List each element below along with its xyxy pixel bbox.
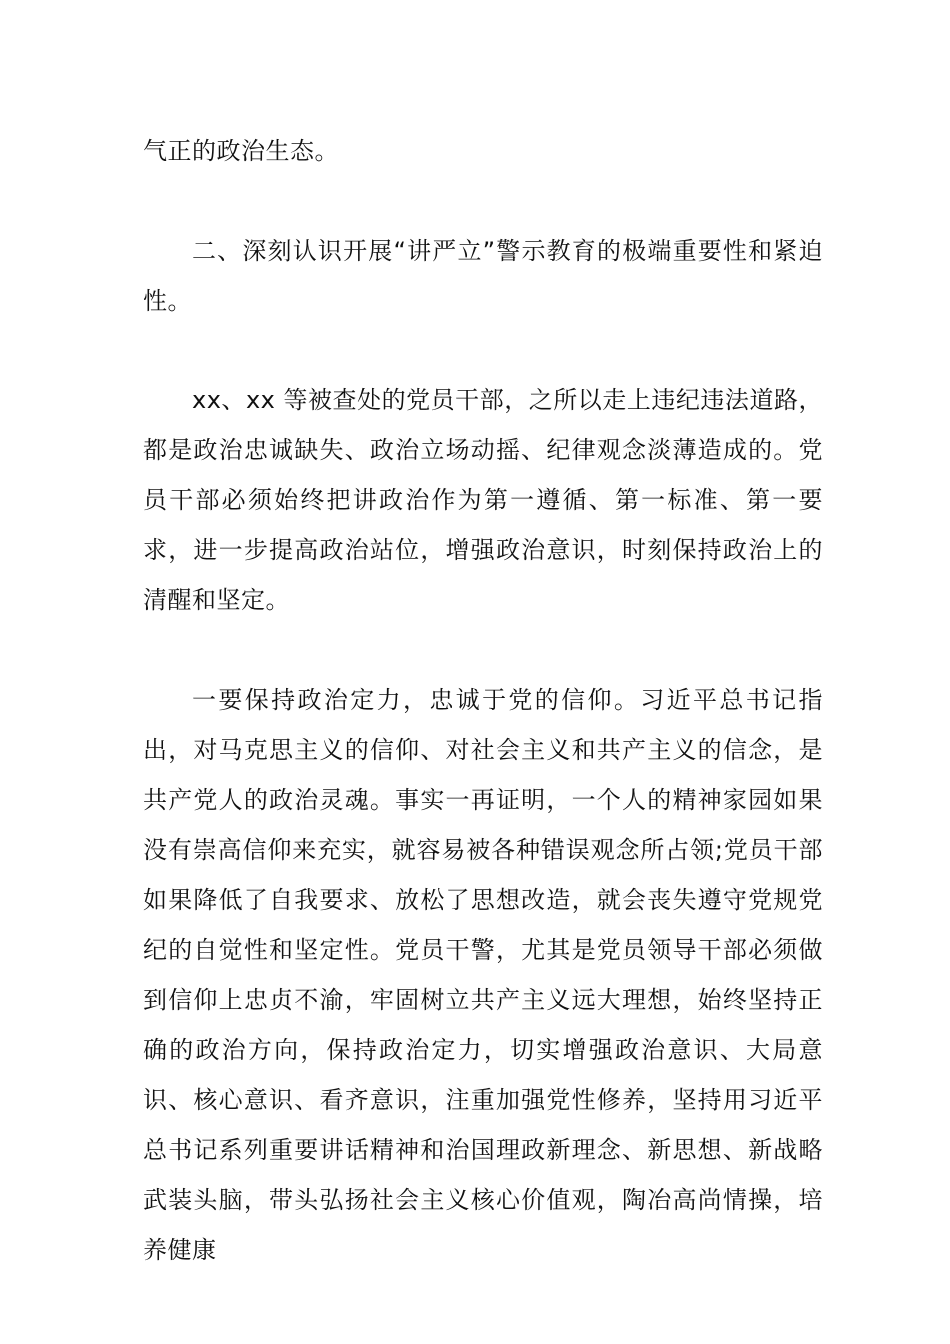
section-heading: 二、深刻认识开展“讲严立”警示教育的极端重要性和紧迫性。 [143,237,823,315]
paragraph-continuation: 气正的政治生态。 [143,137,339,165]
paragraph: 一要保持政治定力，忠诚于党的信仰。习近平总书记指出，对马克思主义的信仰、对社会主义和共产主义的信念，是共产党人的政治灵魂。事实一再证明，一个人的精神家园如果没有崇高信仰来充实，就容易被各种错误观念所占领;党员干部如果降低了自我要求、放松了思想改造，就会丧失遵守党规党纪的自觉性和坚定性。党员干警，尤其是党员领导干部必须做到信仰上忠贞不渝，牢固树立共产主义远大理想，始终坚持正确的政治方向，保持政治定力，切实增强政治意识、大局意识、核心意识、看齐意识，注重加强党性修养，坚持用习近平总书记系列重要讲话精神和治国理政新理念、新思想、新战略武装头脑，带头弘扬社会主义核心价值观，陶冶高尚情操，培养健康 [143,686,823,1264]
paragraph: xx、xx 等被查处的党员干部，之所以走上违纪违法道路，都是政治忠诚缺失、政治立场动摇、纪律观念淡薄造成的。党员干部必须始终把讲政治作为第一遵循、第一标准、第一要求，进一步提高政治站位，增强政治意识，时刻保持政治上的清醒和坚定。 [143,386,823,614]
